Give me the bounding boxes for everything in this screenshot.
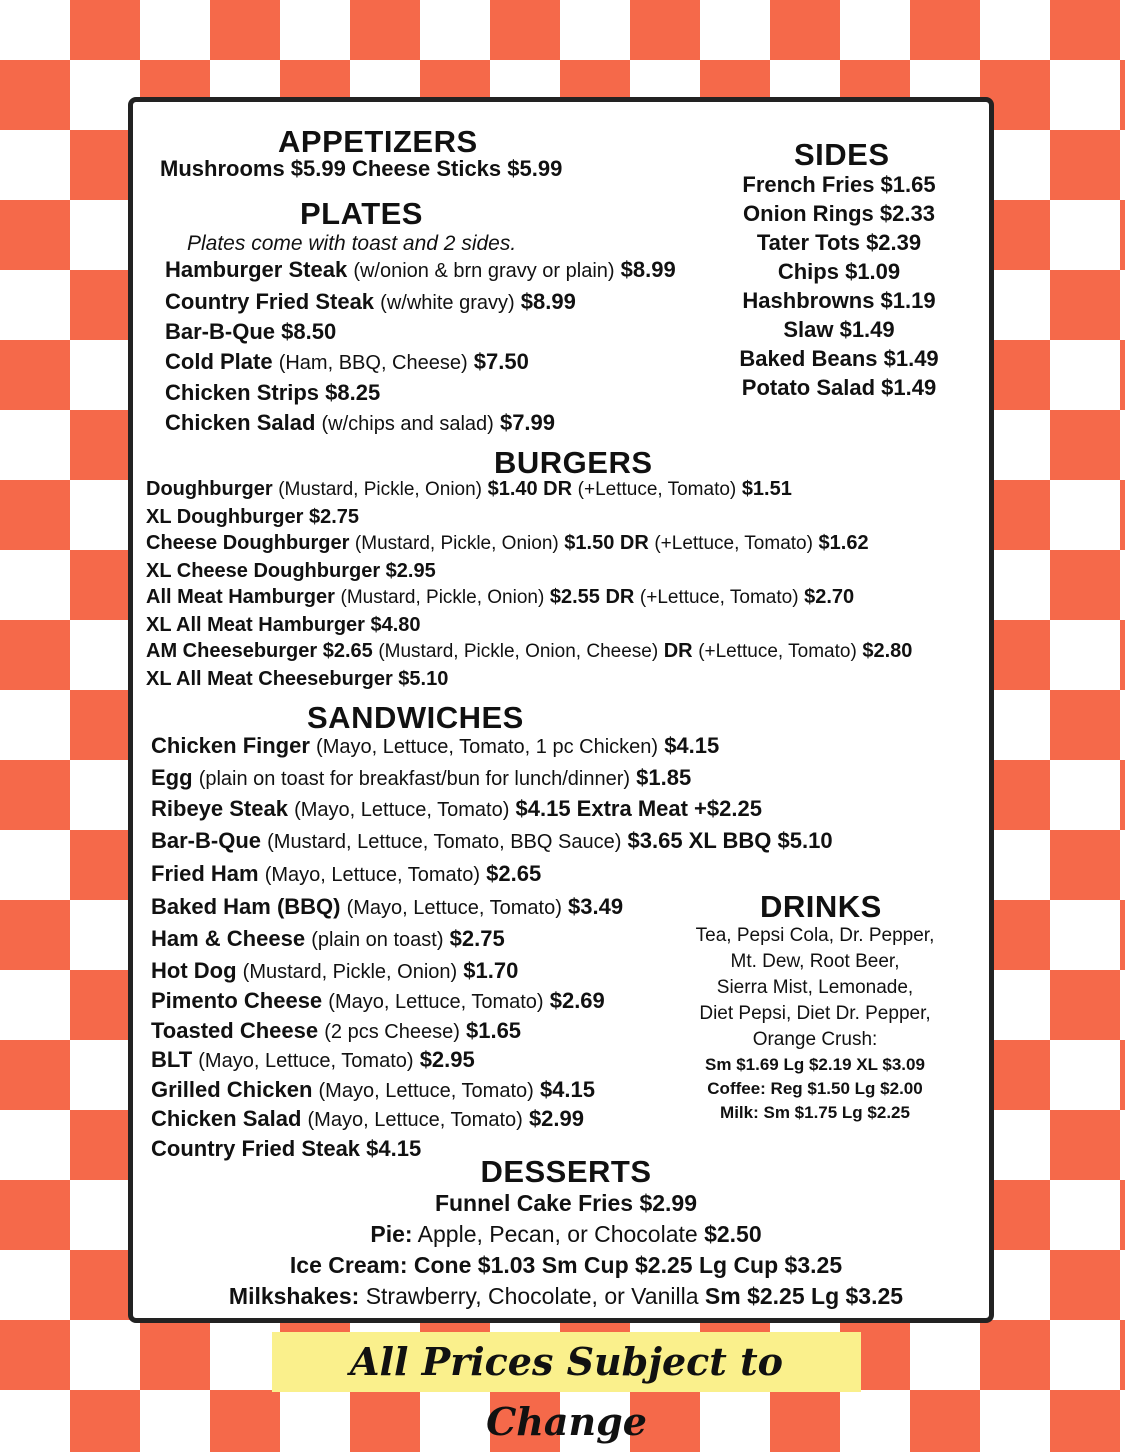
list-item: Chips $1.09 bbox=[777, 259, 901, 284]
drinks-text: Mt. Dew, Root Beer, bbox=[730, 951, 900, 972]
drinks-price: Coffee: Reg $1.50 Lg $2.00 bbox=[707, 1079, 923, 1098]
drinks-text: Sierra Mist, Lemonade, bbox=[716, 977, 914, 998]
list-item: Egg (plain on toast for breakfast/bun for lunch/dinner) $1.85 bbox=[151, 765, 692, 790]
list-item: Country Fried Steak $4.15 bbox=[151, 1135, 422, 1161]
list-item bbox=[165, 255, 676, 287]
list-item: Pimento Cheese (Mayo, Lettuce, Tomato) $2.69 bbox=[151, 988, 605, 1013]
list-item: Hot Dog (Mustard, Pickle, Onion) $1.70 bbox=[151, 957, 519, 983]
list-item: Onion Rings $2.33 bbox=[743, 201, 935, 226]
list-item: XL Doughburger $2.75 bbox=[146, 505, 360, 528]
list-item bbox=[165, 378, 676, 408]
item-desc: (w/onion & brn gravy or plain) bbox=[353, 260, 615, 282]
list-item: Potato Salad $1.49 bbox=[741, 375, 937, 400]
desserts-list bbox=[128, 1188, 1004, 1312]
list-item: Ham & Cheese (plain on toast) $2.75 bbox=[151, 926, 505, 951]
desserts-heading: DESSERTS bbox=[480, 1154, 652, 1189]
item-name: Country Fried Steak bbox=[165, 288, 375, 314]
drinks-text: Tea, Pepsi Cola, Dr. Pepper, bbox=[695, 925, 935, 946]
list-item bbox=[165, 347, 676, 379]
list-item: All Meat Hamburger (Mustard, Pickle, Onion) $2.55 DR (+Lettuce, Tomato) $2.70 bbox=[146, 586, 855, 608]
drinks-list bbox=[670, 923, 960, 1125]
item-price: $8.25 bbox=[325, 380, 381, 405]
list-item: Grilled Chicken (Mayo, Lettuce, Tomato) $4.15 bbox=[151, 1076, 595, 1102]
drinks-price: Milk: Sm $1.75 Lg $2.25 bbox=[720, 1103, 910, 1122]
list-item: BLT (Mayo, Lettuce, Tomato) $2.95 bbox=[151, 1047, 475, 1072]
appetizers-line: Mushrooms $5.99 Cheese Sticks $5.99 bbox=[160, 156, 563, 181]
list-item: Hashbrowns $1.19 bbox=[742, 288, 936, 313]
list-item: Tater Tots $2.39 bbox=[756, 230, 922, 255]
list-item: Milkshakes: Strawberry, Chocolate, or Vanilla Sm $2.25 Lg $3.25 bbox=[228, 1283, 904, 1309]
item-price: $8.99 bbox=[520, 288, 576, 314]
drinks-price: Sm $1.69 Lg $2.19 XL $3.09 bbox=[705, 1055, 925, 1074]
list-item: Baked Beans $1.49 bbox=[739, 346, 939, 371]
list-item: Pie: Apple, Pecan, or Chocolate $2.50 bbox=[370, 1221, 762, 1247]
list-item: Ice Cream: Cone $1.03 Sm Cup $2.25 Lg Cup $3.25 bbox=[289, 1252, 843, 1278]
burgers-heading: BURGERS bbox=[494, 445, 653, 480]
drinks-text: Diet Pepsi, Diet Dr. Pepper, bbox=[699, 1003, 931, 1024]
list-item: Cheese Doughburger (Mustard, Pickle, Onion) $1.50 DR (+Lettuce, Tomato) $1.62 bbox=[146, 532, 869, 554]
list-item bbox=[165, 408, 676, 439]
list-item: Doughburger (Mustard, Pickle, Onion) $1.40 DR (+Lettuce, Tomato) $1.51 bbox=[146, 478, 792, 500]
item-desc: (w/chips and salad) bbox=[321, 413, 494, 435]
list-item: AM Cheeseburger $2.65 (Mustard, Pickle, Onion, Cheese) DR (+Lettuce, Tomato) $2.80 bbox=[146, 640, 913, 662]
list-item bbox=[165, 318, 676, 347]
item-name: Chicken Strips bbox=[165, 380, 320, 405]
burgers-list bbox=[146, 476, 912, 692]
item-name: Bar-B-Que bbox=[165, 319, 276, 344]
sides-list bbox=[720, 170, 958, 402]
item-price: $8.50 bbox=[281, 319, 337, 344]
item-price: $8.99 bbox=[620, 257, 676, 282]
drinks-heading: DRINKS bbox=[760, 889, 882, 924]
plates-heading: PLATES bbox=[300, 196, 423, 231]
price-notice-banner bbox=[272, 1332, 861, 1444]
list-item: Bar-B-Que (Mustard, Lettuce, Tomato, BBQ Sauce) $3.65 XL BBQ $5.10 bbox=[151, 828, 833, 853]
plates-list bbox=[165, 255, 676, 439]
list-item: Slaw $1.49 bbox=[783, 317, 895, 342]
list-item: Fried Ham (Mayo, Lettuce, Tomato) $2.65 bbox=[151, 861, 542, 886]
list-item bbox=[165, 287, 676, 319]
item-desc: (w/white gravy) bbox=[380, 291, 515, 314]
sandwiches-heading: SANDWICHES bbox=[307, 700, 524, 735]
list-item: Funnel Cake Fries $2.99 bbox=[434, 1190, 698, 1216]
item-price: $7.99 bbox=[499, 410, 556, 435]
item-name: Chicken Salad bbox=[165, 410, 316, 435]
sides-heading: SIDES bbox=[794, 137, 890, 172]
list-item: French Fries $1.65 bbox=[742, 172, 936, 197]
drinks-text: Orange Crush: bbox=[752, 1029, 878, 1050]
list-item: Toasted Cheese (2 pcs Cheese) $1.65 bbox=[151, 1017, 522, 1043]
list-item: XL All Meat Cheeseburger $5.10 bbox=[146, 667, 449, 690]
item-name: Cold Plate bbox=[165, 348, 273, 374]
item-price: $7.50 bbox=[473, 348, 529, 374]
list-item: Chicken Finger (Mayo, Lettuce, Tomato, 1 pc Chicken) $4.15 bbox=[151, 733, 720, 758]
list-item: Baked Ham (BBQ) (Mayo, Lettuce, Tomato) $3.49 bbox=[151, 894, 624, 919]
price-notice-text: All Prices Subject to Change bbox=[350, 1339, 783, 1444]
list-item: XL All Meat Hamburger $4.80 bbox=[146, 613, 421, 636]
list-item: XL Cheese Doughburger $2.95 bbox=[146, 559, 436, 582]
appetizers-heading: APPETIZERS bbox=[278, 124, 478, 159]
list-item: Ribeye Steak (Mayo, Lettuce, Tomato) $4.15 Extra Meat +$2.25 bbox=[151, 796, 762, 821]
item-desc: (Ham, BBQ, Cheese) bbox=[278, 351, 468, 374]
list-item: Chicken Salad (Mayo, Lettuce, Tomato) $2.99 bbox=[151, 1106, 584, 1131]
plates-note: Plates come with toast and 2 sides. bbox=[187, 232, 517, 255]
item-name: Hamburger Steak bbox=[165, 257, 348, 282]
